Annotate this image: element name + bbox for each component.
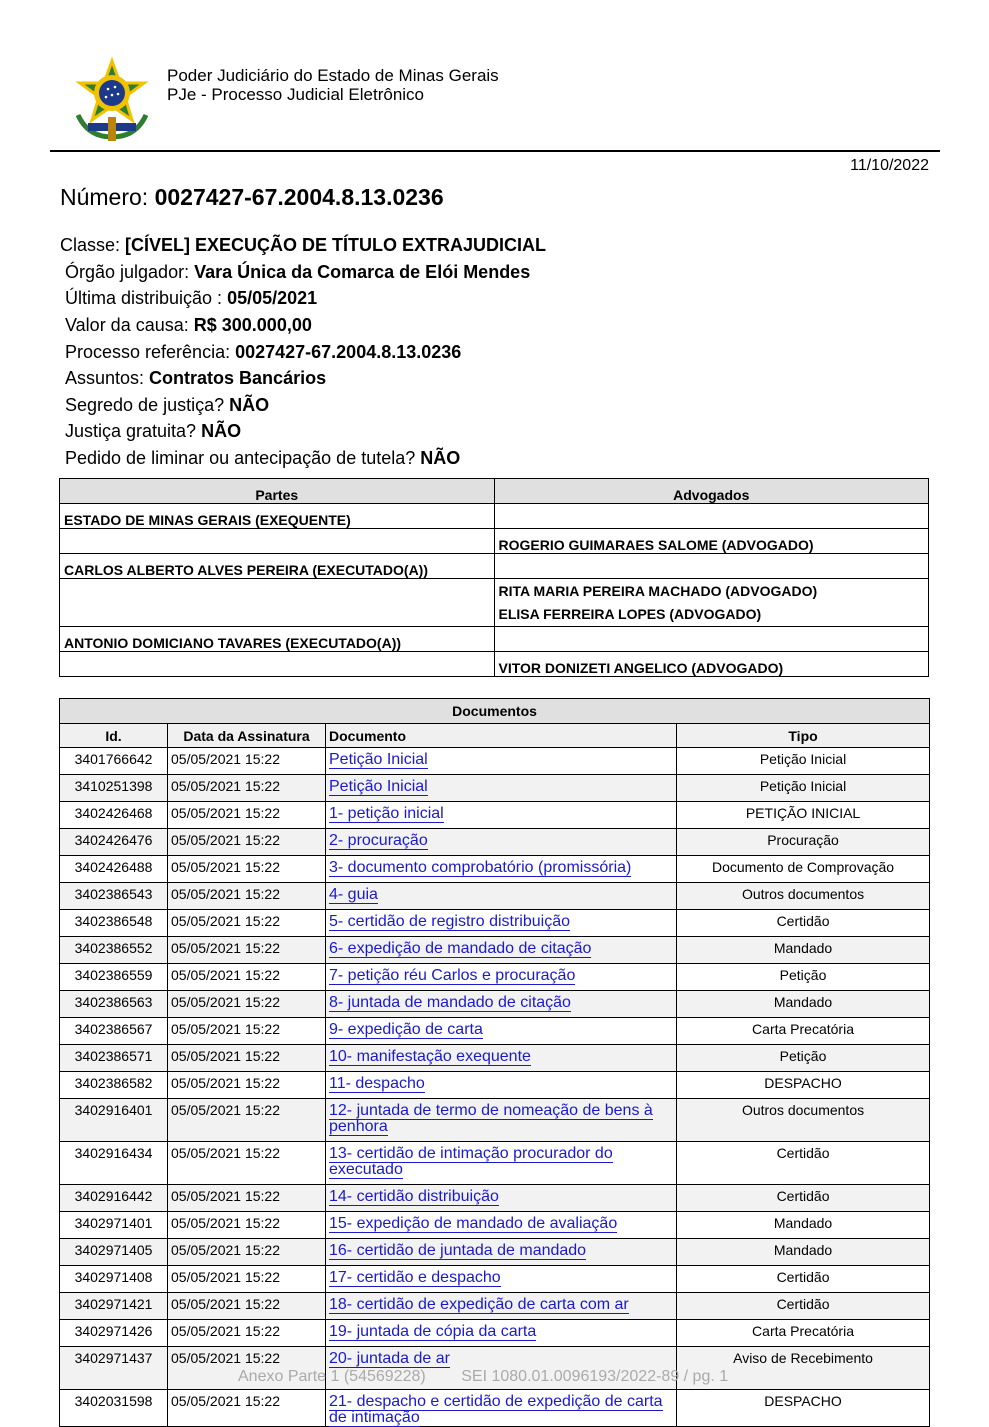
document-type-cell: Aviso de Recebimento bbox=[677, 1347, 930, 1390]
document-link[interactable]: 19- juntada de cópia da carta bbox=[329, 1323, 537, 1340]
signature-date-cell: 05/05/2021 15:22 bbox=[168, 937, 326, 964]
document-id-cell: 3402386563 bbox=[60, 991, 168, 1018]
document-id-cell: 3410251398 bbox=[60, 775, 168, 802]
table-row bbox=[60, 579, 929, 627]
system-name: PJe - Processo Judicial Eletrônico bbox=[167, 85, 425, 104]
table-row bbox=[60, 1266, 930, 1293]
advogado-cell bbox=[494, 627, 929, 652]
table-row bbox=[60, 937, 930, 964]
document-type-cell: Mandado bbox=[677, 937, 930, 964]
signature-date-cell: 05/05/2021 15:22 bbox=[168, 748, 326, 775]
table-row bbox=[60, 1045, 930, 1072]
advogado-cell bbox=[494, 504, 929, 529]
meta-label: Justiça gratuita? bbox=[65, 421, 202, 441]
document-link[interactable]: 5- certidão de registro distribuição bbox=[329, 913, 571, 930]
document-id-cell: 3402386543 bbox=[60, 883, 168, 910]
meta-value: [CÍVEL] EXECUÇÃO DE TÍTULO EXTRAJUDICIAL bbox=[125, 235, 547, 255]
document-type-cell: Mandado bbox=[677, 1239, 930, 1266]
table-row bbox=[60, 1099, 930, 1142]
document-id-cell: 3402386582 bbox=[60, 1072, 168, 1099]
signature-date-cell: 05/05/2021 15:22 bbox=[168, 964, 326, 991]
meta-label: Última distribuição : bbox=[65, 288, 228, 308]
signature-date-cell: 05/05/2021 15:22 bbox=[168, 1239, 326, 1266]
header-data: Data da Assinatura bbox=[168, 724, 326, 748]
document-id-cell: 3402916442 bbox=[60, 1185, 168, 1212]
advogado-cell bbox=[494, 554, 929, 579]
meta-liminar bbox=[65, 448, 460, 468]
document-link[interactable]: 10- manifestação exequente bbox=[329, 1048, 531, 1065]
meta-value: 05/05/2021 bbox=[227, 288, 318, 308]
table-row bbox=[60, 1390, 930, 1427]
table-row bbox=[60, 1018, 930, 1045]
signature-date-cell: 05/05/2021 15:22 bbox=[168, 829, 326, 856]
meta-value: R$ 300.000,00 bbox=[193, 315, 312, 335]
meta-value: Vara Única da Comarca de Elói Mendes bbox=[194, 262, 531, 282]
document-link[interactable]: 12- juntada de termo de nomeação de bens à penhora bbox=[329, 1102, 653, 1135]
document-type-cell: Outros documentos bbox=[677, 883, 930, 910]
document-id-cell: 3402386571 bbox=[60, 1045, 168, 1072]
document-link-cell[interactable] bbox=[326, 1239, 677, 1266]
table-row bbox=[60, 991, 930, 1018]
meta-label: Valor da causa: bbox=[65, 315, 194, 335]
document-type-cell: Outros documentos bbox=[677, 1099, 930, 1142]
document-id-cell: 3402971421 bbox=[60, 1293, 168, 1320]
signature-date-cell: 05/05/2021 15:22 bbox=[168, 910, 326, 937]
document-type-cell: DESPACHO bbox=[677, 1390, 930, 1427]
document-link[interactable]: 11- despacho bbox=[329, 1075, 425, 1092]
table-caption-row bbox=[60, 699, 930, 724]
header-tipo: Tipo bbox=[677, 724, 930, 748]
signature-date-cell: 05/05/2021 15:22 bbox=[168, 1320, 326, 1347]
document-link-cell[interactable] bbox=[326, 883, 677, 910]
document-link-cell[interactable] bbox=[326, 1045, 677, 1072]
document-link-cell[interactable] bbox=[326, 1142, 677, 1185]
document-link[interactable]: 21- despacho e certidão de expedição de carta de intimação bbox=[329, 1393, 663, 1426]
meta-orgao bbox=[65, 262, 530, 282]
document-type-cell: DESPACHO bbox=[677, 1072, 930, 1099]
document-id-cell: 3402971426 bbox=[60, 1320, 168, 1347]
document-type-cell: Certidão bbox=[677, 1185, 930, 1212]
document-link-cell[interactable] bbox=[326, 1390, 677, 1427]
document-link[interactable]: Petição Inicial bbox=[329, 778, 428, 795]
header-id: Id. bbox=[60, 724, 168, 748]
table-row bbox=[60, 829, 930, 856]
document-link-cell[interactable] bbox=[326, 937, 677, 964]
process-number-label: Número: bbox=[60, 184, 155, 210]
document-id-cell: 3402386552 bbox=[60, 937, 168, 964]
signature-date-cell: 05/05/2021 15:22 bbox=[168, 1018, 326, 1045]
parte-cell: ANTONIO DOMICIANO TAVARES (EXECUTADO(A)) bbox=[60, 627, 495, 652]
signature-date-cell: 05/05/2021 15:22 bbox=[168, 1185, 326, 1212]
meta-value: NÃO bbox=[229, 395, 270, 415]
document-type-cell: Procuração bbox=[677, 829, 930, 856]
document-link[interactable]: 2- procuração bbox=[329, 832, 428, 849]
table-row bbox=[60, 1185, 930, 1212]
document-type-cell: Certidão bbox=[677, 910, 930, 937]
signature-date-cell: 05/05/2021 15:22 bbox=[168, 1212, 326, 1239]
signature-date-cell: 05/05/2021 15:22 bbox=[168, 1072, 326, 1099]
table-row bbox=[60, 1320, 930, 1347]
document-id-cell: 3402426488 bbox=[60, 856, 168, 883]
document-type-cell: Mandado bbox=[677, 991, 930, 1018]
table-row bbox=[60, 1142, 930, 1185]
document-type-cell: Petição bbox=[677, 964, 930, 991]
document-link[interactable]: 14- certidão distribuição bbox=[329, 1188, 499, 1205]
document-link-cell[interactable] bbox=[326, 775, 677, 802]
meta-value: NÃO bbox=[420, 448, 461, 468]
signature-date-cell: 05/05/2021 15:22 bbox=[168, 802, 326, 829]
meta-value: 0027427-67.2004.8.13.0236 bbox=[235, 342, 462, 362]
table-row bbox=[60, 883, 930, 910]
document-type-cell: Petição Inicial bbox=[677, 748, 930, 775]
document-link[interactable]: 6- expedição de mandado de citação bbox=[329, 940, 592, 957]
document-type-cell: Mandado bbox=[677, 1212, 930, 1239]
parte-cell bbox=[60, 579, 495, 627]
process-number-value: 0027427-67.2004.8.13.0236 bbox=[154, 184, 444, 210]
table-row bbox=[60, 1239, 930, 1266]
document-link[interactable]: 16- certidão de juntada de mandado bbox=[329, 1242, 587, 1259]
document-link[interactable]: 7- petição réu Carlos e procuração bbox=[329, 967, 576, 984]
table-header-row bbox=[60, 724, 930, 748]
document-link-cell[interactable] bbox=[326, 964, 677, 991]
header-documento: Documento bbox=[326, 724, 677, 748]
document-link[interactable]: 1- petição inicial bbox=[329, 805, 444, 822]
document-type-cell: Carta Precatória bbox=[677, 1320, 930, 1347]
table-row bbox=[60, 529, 929, 554]
signature-date-cell: 05/05/2021 15:22 bbox=[168, 883, 326, 910]
document-id-cell: 3402031598 bbox=[60, 1390, 168, 1427]
document-link[interactable]: 18- certidão de expedição de carta com ar bbox=[329, 1296, 629, 1313]
document-link-cell[interactable] bbox=[326, 1293, 677, 1320]
document-link-cell[interactable] bbox=[326, 829, 677, 856]
document-id-cell: 3402971437 bbox=[60, 1347, 168, 1390]
document-link-cell[interactable] bbox=[326, 910, 677, 937]
document-link-cell[interactable] bbox=[326, 1099, 677, 1142]
signature-date-cell: 05/05/2021 15:22 bbox=[168, 1142, 326, 1185]
advogado-name: ELISA FERREIRA LOPES (ADVOGADO) bbox=[498, 606, 762, 622]
table-row bbox=[60, 504, 929, 529]
document-link-cell[interactable] bbox=[326, 1212, 677, 1239]
page-footer: Anexo Parte 1 (54569228) SEI 1080.01.0096193/2022-89 / pg. 1 bbox=[238, 1368, 729, 1385]
document-type-cell: PETIÇÃO INICIAL bbox=[677, 802, 930, 829]
table-row bbox=[60, 627, 929, 652]
document-id-cell: 3402916434 bbox=[60, 1142, 168, 1185]
advogado-name: RITA MARIA PEREIRA MACHADO (ADVOGADO) bbox=[498, 583, 818, 599]
document-type-cell: Certidão bbox=[677, 1142, 930, 1185]
meta-label: Processo referência: bbox=[65, 342, 236, 362]
document-link[interactable]: 4- guia bbox=[329, 886, 378, 903]
table-row bbox=[60, 1212, 930, 1239]
parte-cell bbox=[60, 529, 495, 554]
document-id-cell: 3401766642 bbox=[60, 748, 168, 775]
table-row bbox=[60, 910, 930, 937]
document-id-cell: 3402426476 bbox=[60, 829, 168, 856]
meta-label: Segredo de justiça? bbox=[65, 395, 230, 415]
table-row bbox=[60, 554, 929, 579]
document-id-cell: 3402386548 bbox=[60, 910, 168, 937]
document-id-cell: 3402386559 bbox=[60, 964, 168, 991]
document-link-cell[interactable] bbox=[326, 1266, 677, 1293]
document-id-cell: 3402971405 bbox=[60, 1239, 168, 1266]
parte-cell bbox=[60, 652, 495, 677]
document-link-cell[interactable] bbox=[326, 1018, 677, 1045]
meta-referencia bbox=[65, 342, 461, 362]
meta-value: Contratos Bancários bbox=[149, 368, 327, 388]
signature-date-cell: 05/05/2021 15:22 bbox=[168, 775, 326, 802]
document-type-cell: Petição bbox=[677, 1045, 930, 1072]
table-row bbox=[60, 964, 930, 991]
document-type-cell: Certidão bbox=[677, 1266, 930, 1293]
signature-date-cell: 05/05/2021 15:22 bbox=[168, 1390, 326, 1427]
meta-classe bbox=[60, 235, 546, 255]
document-link-cell[interactable] bbox=[326, 1320, 677, 1347]
parte-cell: CARLOS ALBERTO ALVES PEREIRA (EXECUTADO(A)) bbox=[60, 554, 495, 579]
document-type-cell: Carta Precatória bbox=[677, 1018, 930, 1045]
document-type-cell: Documento de Comprovação bbox=[677, 856, 930, 883]
meta-valor bbox=[65, 315, 312, 335]
document-link-cell[interactable] bbox=[326, 1185, 677, 1212]
meta-value: NÃO bbox=[201, 421, 242, 441]
document-link[interactable]: 3- documento comprobatório (promissória) bbox=[329, 859, 632, 876]
signature-date-cell: 05/05/2021 15:22 bbox=[168, 1347, 326, 1390]
document-link[interactable]: 8- juntada de mandado de citação bbox=[329, 994, 571, 1011]
signature-date-cell: 05/05/2021 15:22 bbox=[168, 856, 326, 883]
signature-date-cell: 05/05/2021 15:22 bbox=[168, 1266, 326, 1293]
document-type-cell: Certidão bbox=[677, 1293, 930, 1320]
brazil-coat-of-arms-icon bbox=[68, 57, 156, 147]
document-link[interactable]: 17- certidão e despacho bbox=[329, 1269, 501, 1286]
document-link-cell[interactable] bbox=[326, 856, 677, 883]
court-name: Poder Judiciário do Estado de Minas Gerais bbox=[167, 66, 499, 85]
table-row bbox=[60, 1072, 930, 1099]
advogado-cell: ROGERIO GUIMARAES SALOME (ADVOGADO) bbox=[494, 529, 929, 554]
header-partes: Partes bbox=[60, 479, 495, 504]
documentos-table bbox=[59, 698, 930, 1427]
meta-label: Assuntos: bbox=[65, 368, 150, 388]
signature-date-cell: 05/05/2021 15:22 bbox=[168, 1099, 326, 1142]
header-divider bbox=[50, 150, 940, 152]
table-header-row bbox=[60, 479, 929, 504]
advogado-cell: VITOR DONIZETI ANGELICO (ADVOGADO) bbox=[494, 652, 929, 677]
table-row bbox=[60, 856, 930, 883]
document-id-cell: 3402916401 bbox=[60, 1099, 168, 1142]
document-link-cell[interactable] bbox=[326, 748, 677, 775]
header-advogados: Advogados bbox=[494, 479, 929, 504]
document-link[interactable]: 13- certidão de intimação procurador do executado bbox=[329, 1145, 613, 1178]
meta-label: Pedido de liminar ou antecipação de tutela? bbox=[65, 448, 421, 468]
advogado-cell bbox=[494, 579, 929, 627]
partes-table bbox=[59, 478, 929, 677]
document-id-cell: 3402426468 bbox=[60, 802, 168, 829]
table-row bbox=[60, 748, 930, 775]
document-link-cell[interactable] bbox=[326, 802, 677, 829]
signature-date-cell: 05/05/2021 15:22 bbox=[168, 1045, 326, 1072]
signature-date-cell: 05/05/2021 15:22 bbox=[168, 991, 326, 1018]
document-link[interactable]: 15- expedição de mandado de avaliação bbox=[329, 1215, 618, 1232]
table-row bbox=[60, 1293, 930, 1320]
process-number bbox=[60, 184, 444, 211]
document-link-cell[interactable] bbox=[326, 1072, 677, 1099]
meta-label: Órgão julgador: bbox=[65, 262, 195, 282]
document-link[interactable]: 20- juntada de ar bbox=[329, 1350, 450, 1367]
document-link[interactable]: 9- expedição de carta bbox=[329, 1021, 483, 1038]
table-row bbox=[60, 652, 929, 677]
document-type-cell: Petição Inicial bbox=[677, 775, 930, 802]
documentos-body bbox=[60, 748, 930, 1427]
meta-label: Classe: bbox=[60, 235, 126, 255]
signature-date-cell: 05/05/2021 15:22 bbox=[168, 1293, 326, 1320]
document-id-cell: 3402386567 bbox=[60, 1018, 168, 1045]
report-date: 11/10/2022 bbox=[850, 157, 929, 174]
meta-distribuicao bbox=[65, 288, 317, 308]
table-row bbox=[60, 775, 930, 802]
document-id-cell: 3402971401 bbox=[60, 1212, 168, 1239]
document-link-cell[interactable] bbox=[326, 991, 677, 1018]
document-id-cell: 3402971408 bbox=[60, 1266, 168, 1293]
parte-cell: ESTADO DE MINAS GERAIS (EXEQUENTE) bbox=[60, 504, 495, 529]
meta-assuntos bbox=[65, 368, 326, 388]
meta-gratuita bbox=[65, 421, 241, 441]
documentos-caption: Documentos bbox=[60, 699, 930, 724]
document-link[interactable]: Petição Inicial bbox=[329, 751, 428, 768]
meta-segredo bbox=[65, 395, 269, 415]
table-row bbox=[60, 802, 930, 829]
